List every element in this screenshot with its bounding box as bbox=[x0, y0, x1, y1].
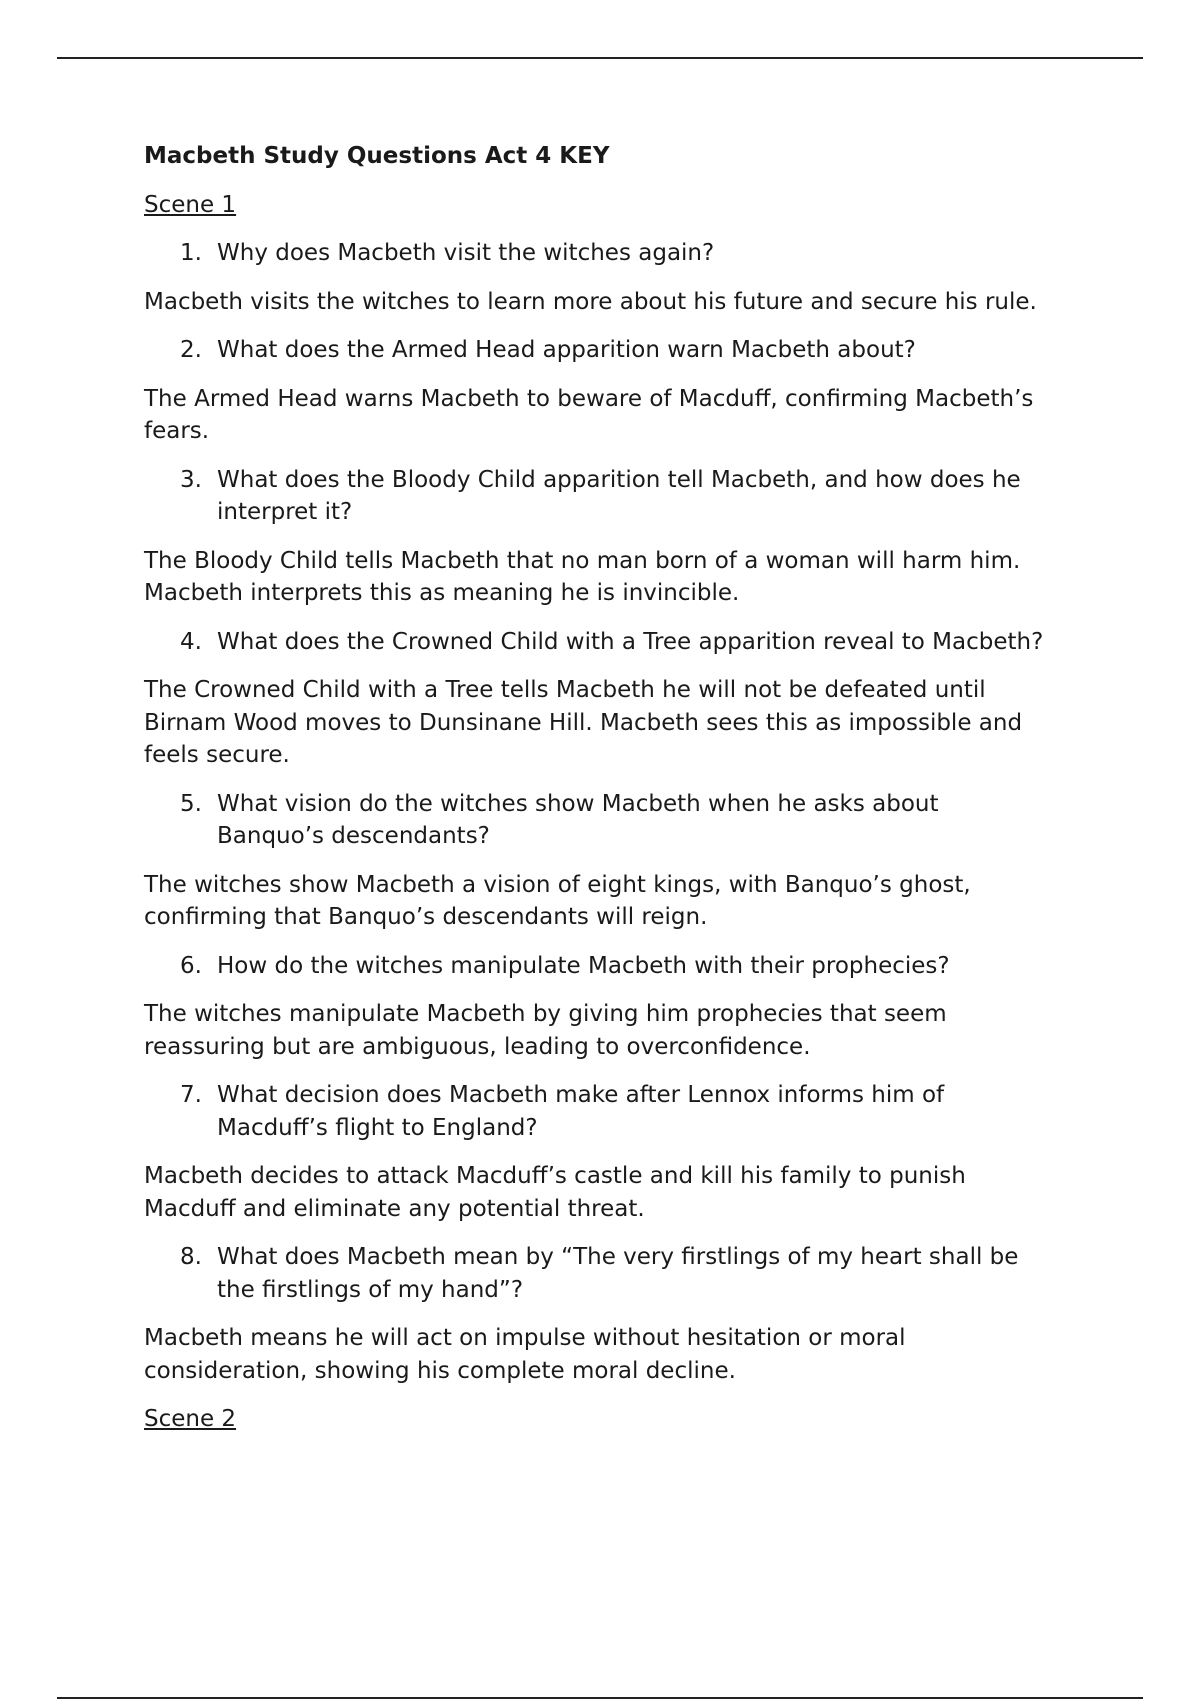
question bbox=[180, 464, 1044, 529]
question-number: 7. bbox=[180, 1082, 202, 1108]
question bbox=[180, 626, 1044, 659]
answer-text: Macbeth decides to attack Macduff’s castle and kill his family to punish Macduff and eliminate any potential threat. bbox=[144, 1163, 966, 1222]
footer-rule bbox=[57, 1697, 1143, 1699]
question-text: What does the Bloody Child apparition tell Macbeth, and how does he interpret it? bbox=[217, 466, 1021, 525]
scene-2-heading: Scene 2 bbox=[144, 1406, 237, 1432]
question bbox=[180, 1241, 1044, 1306]
document-title: Macbeth Study Questions Act 4 KEY bbox=[144, 143, 610, 169]
question-text: What does Macbeth mean by “The very firstlings of my heart shall be the firstlings of my hand”? bbox=[217, 1244, 1019, 1303]
question-text: How do the witches manipulate Macbeth with their prophecies? bbox=[217, 952, 950, 979]
question-number: 2. bbox=[180, 337, 202, 363]
question-text: What decision does Macbeth make after Lennox informs him of Macduff’s flight to England? bbox=[217, 1082, 945, 1141]
answer-text: The witches show Macbeth a vision of eight kings, with Banquo’s ghost, confirming that Banquo’s descendants will reign. bbox=[144, 871, 971, 930]
question-number: 6. bbox=[180, 952, 202, 979]
scene-1-heading: Scene 1 bbox=[144, 191, 237, 218]
answer-text: The Bloody Child tells Macbeth that no man born of a woman will harm him. Macbeth interprets this as meaning he is invincible. bbox=[144, 547, 1021, 606]
question-text: What vision do the witches show Macbeth when he asks about Banquo’s descendants? bbox=[217, 790, 939, 849]
question-number: 5. bbox=[180, 790, 202, 817]
question-number: 1. bbox=[180, 240, 202, 266]
answer-text: The witches manipulate Macbeth by giving him prophecies that seem reassuring but are ambiguous, leading to overconfidence. bbox=[144, 1001, 947, 1060]
question-number: 3. bbox=[180, 466, 202, 493]
qa-item-4 bbox=[144, 626, 1044, 772]
qa-item-7 bbox=[144, 1079, 1044, 1225]
question-text: What does the Crowned Child with a Tree apparition reveal to Macbeth? bbox=[217, 628, 1044, 655]
question bbox=[180, 1079, 1044, 1144]
answer-text: The Armed Head warns Macbeth to beware of Macduff, confirming Macbeth’s fears. bbox=[144, 385, 1034, 444]
answer-text: Macbeth visits the witches to learn more about his future and secure his rule. bbox=[144, 288, 1037, 315]
qa-item-2 bbox=[144, 334, 1044, 448]
answer-text: The Crowned Child with a Tree tells Macbeth he will not be defeated until Birnam Wood moves to Dunsinane Hill. Macbeth sees this as impossible and feels secure. bbox=[144, 677, 1023, 768]
answer-text: Macbeth means he will act on impulse without hesitation or moral consideration, showing his complete moral decline. bbox=[144, 1325, 906, 1384]
question bbox=[180, 334, 1044, 367]
question-number: 4. bbox=[180, 628, 202, 655]
question bbox=[180, 950, 1044, 983]
qa-item-5 bbox=[144, 788, 1044, 934]
document-body bbox=[144, 140, 1044, 1452]
qa-item-8 bbox=[144, 1241, 1044, 1387]
qa-item-6 bbox=[144, 950, 1044, 1064]
question bbox=[180, 237, 1044, 270]
qa-item-1 bbox=[144, 237, 1044, 318]
question-text: Why does Macbeth visit the witches again? bbox=[217, 240, 715, 266]
header-rule bbox=[57, 57, 1143, 59]
question-number: 8. bbox=[180, 1244, 202, 1270]
qa-item-3 bbox=[144, 464, 1044, 610]
question bbox=[180, 788, 1044, 853]
question-text: What does the Armed Head apparition warn Macbeth about? bbox=[217, 337, 916, 363]
